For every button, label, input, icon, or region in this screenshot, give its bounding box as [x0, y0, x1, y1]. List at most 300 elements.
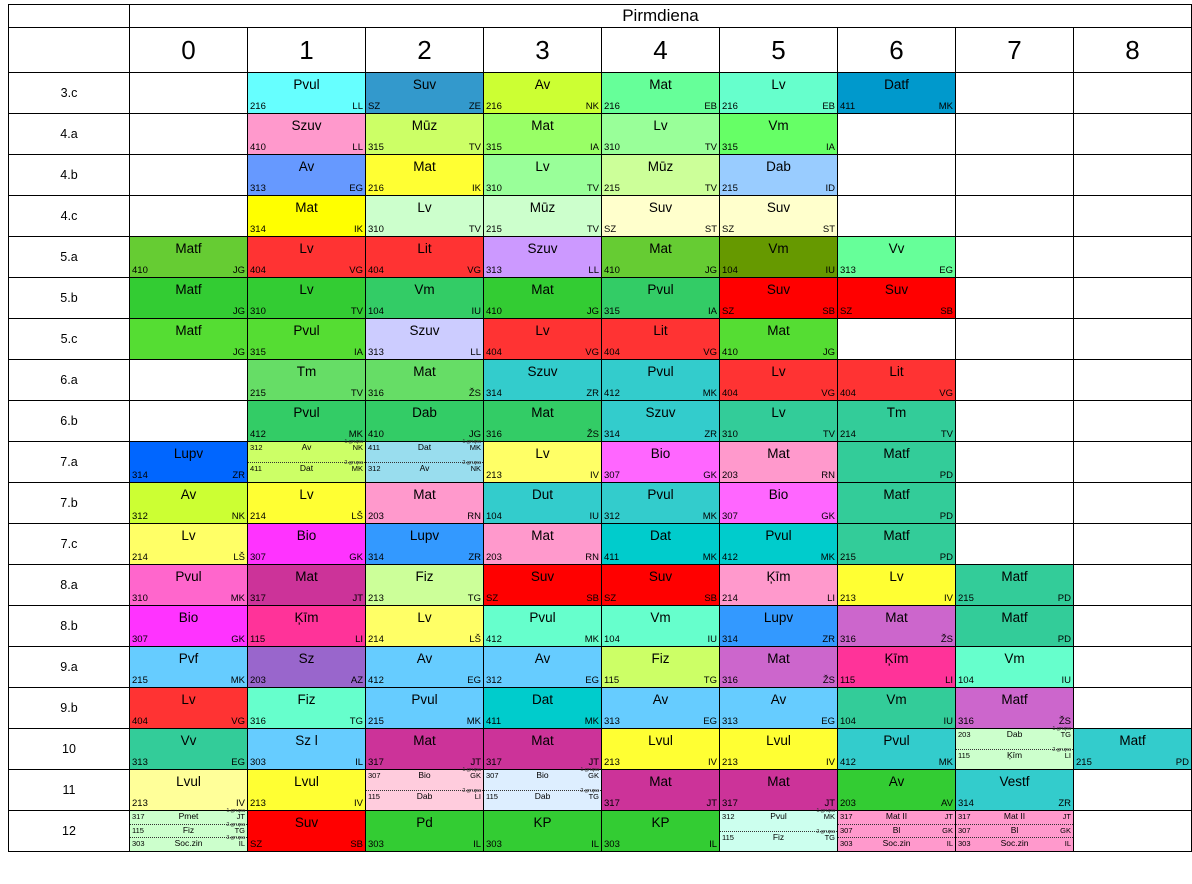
- lesson-subject: Mat: [767, 323, 790, 338]
- timetable-cell[interactable]: [130, 770, 248, 811]
- lesson-room: 314: [958, 798, 974, 809]
- timetable-cell[interactable]: [484, 237, 602, 278]
- lesson-teacher: JG: [586, 306, 599, 317]
- timetable-cell[interactable]: [130, 688, 248, 729]
- timetable-cell[interactable]: [720, 73, 838, 114]
- timetable-cell[interactable]: [130, 729, 248, 770]
- lesson-teacher: EG: [821, 716, 835, 727]
- timetable-cell-split[interactable]: [366, 439, 484, 483]
- timetable-cell[interactable]: [838, 606, 956, 647]
- timetable-cell[interactable]: [720, 606, 838, 647]
- timetable-cell[interactable]: [248, 196, 366, 237]
- timetable-cell[interactable]: [366, 278, 484, 319]
- timetable-cell[interactable]: [956, 688, 1074, 729]
- class-label: 10: [9, 729, 130, 770]
- day-header-row: [9, 5, 1192, 28]
- timetable-cell-empty: [838, 196, 956, 237]
- lesson-room: 314: [368, 552, 384, 563]
- timetable-cell[interactable]: [956, 565, 1074, 606]
- lesson-teacher: TG: [588, 791, 599, 801]
- lesson-subject: Lv: [535, 446, 550, 461]
- timetable-cell[interactable]: [602, 729, 720, 770]
- lesson-teacher: VG: [585, 347, 599, 358]
- lesson-subject: Ķīm: [294, 610, 319, 625]
- timetable-cell[interactable]: [366, 647, 484, 688]
- timetable-cell[interactable]: [602, 155, 720, 196]
- lesson-teacher: ST: [822, 224, 835, 235]
- lesson-room: 410: [486, 306, 502, 317]
- lesson-subject: Vm: [1004, 651, 1025, 666]
- timetable-cell[interactable]: [838, 688, 956, 729]
- timetable-cell-empty: [1074, 483, 1192, 524]
- lesson-teacher: TV: [468, 142, 481, 153]
- lesson-teacher: LI: [827, 593, 835, 604]
- timetable-cell[interactable]: [484, 729, 602, 770]
- timetable-cell[interactable]: [484, 401, 602, 442]
- lesson-group[interactable]: [956, 811, 1073, 825]
- timetable-cell[interactable]: [484, 606, 602, 647]
- lesson-group[interactable]: [720, 828, 837, 852]
- timetable-cell[interactable]: [602, 565, 720, 606]
- lesson-subject: Lvul: [648, 733, 673, 748]
- lesson-teacher: JT: [944, 812, 953, 821]
- lesson-teacher: ZR: [822, 634, 835, 645]
- timetable-cell[interactable]: [602, 237, 720, 278]
- lesson-subject: Matf: [883, 528, 910, 543]
- timetable-cell-empty: [1074, 524, 1192, 565]
- lesson-room: 313: [486, 265, 502, 276]
- timetable-cell[interactable]: [602, 319, 720, 360]
- lesson-subject: Mūz: [529, 200, 556, 215]
- timetable-cell[interactable]: [602, 811, 720, 852]
- timetable-cell[interactable]: [602, 524, 720, 565]
- timetable-cell[interactable]: [720, 688, 838, 729]
- timetable-cell[interactable]: [484, 196, 602, 237]
- lesson-teacher: IK: [354, 224, 363, 235]
- lesson-subject: Mat: [767, 446, 790, 461]
- timetable-cell[interactable]: [720, 483, 838, 524]
- lesson-room: 410: [132, 265, 148, 276]
- timetable-cell[interactable]: [720, 278, 838, 319]
- lesson-subject: Fiz: [297, 692, 316, 707]
- timetable-cell[interactable]: [602, 606, 720, 647]
- timetable-cell[interactable]: [838, 401, 956, 442]
- timetable-cell[interactable]: [484, 278, 602, 319]
- timetable-cell[interactable]: [366, 401, 484, 442]
- timetable-cell[interactable]: [720, 770, 838, 811]
- lesson-room: 412: [486, 634, 502, 645]
- lesson-room: 216: [250, 101, 266, 112]
- lesson-teacher: VG: [939, 388, 953, 399]
- lesson-subject: Lupv: [763, 610, 794, 625]
- timetable-cell[interactable]: [720, 196, 838, 237]
- timetable-cell[interactable]: [130, 319, 248, 360]
- lesson-subject: Pvul: [411, 692, 438, 707]
- lesson-subject: Matf: [1001, 692, 1028, 707]
- class-label: 4.b: [9, 155, 130, 196]
- lesson-teacher: LL: [352, 101, 363, 112]
- timetable-cell[interactable]: [366, 606, 484, 647]
- lesson-room: SZ: [722, 306, 735, 317]
- timetable-cell[interactable]: [484, 114, 602, 155]
- timetable-cell[interactable]: [130, 524, 248, 565]
- lesson-subject: Pvul: [883, 733, 910, 748]
- timetable-cell[interactable]: [248, 729, 366, 770]
- timetable-cell[interactable]: [248, 114, 366, 155]
- timetable-cell[interactable]: [602, 770, 720, 811]
- lesson-teacher: LI: [474, 791, 481, 801]
- table-row: [9, 196, 1192, 237]
- timetable-cell[interactable]: [484, 565, 602, 606]
- timetable-cell[interactable]: [366, 688, 484, 729]
- lesson-teacher: TV: [468, 224, 481, 235]
- class-label: 5.a: [9, 237, 130, 278]
- timetable-cell[interactable]: [248, 278, 366, 319]
- timetable-cell[interactable]: [838, 524, 956, 565]
- lesson-subject: Pvul: [293, 405, 320, 420]
- lesson-room: SZ: [840, 306, 853, 317]
- timetable-cell[interactable]: [602, 647, 720, 688]
- timetable-cell-empty: [1074, 770, 1192, 811]
- timetable-cell[interactable]: [602, 442, 720, 483]
- lesson-teacher: IK: [472, 183, 481, 194]
- lesson-subject: Szuv: [527, 364, 558, 379]
- lesson-subject: Matf: [175, 241, 202, 256]
- lesson-subject: Dut: [531, 487, 553, 502]
- lesson-group[interactable]: [956, 746, 1073, 770]
- timetable-cell[interactable]: [838, 360, 956, 401]
- class-label: 5.c: [9, 319, 130, 360]
- lesson-subject: Vm: [768, 118, 789, 133]
- timetable-cell[interactable]: [366, 319, 484, 360]
- timetable-cell[interactable]: [602, 483, 720, 524]
- lesson-teacher: MK: [702, 552, 717, 563]
- timetable-cell[interactable]: [602, 401, 720, 442]
- lesson-subject: Bl: [892, 824, 901, 835]
- timetable-cell[interactable]: [602, 688, 720, 729]
- lesson-group[interactable]: [838, 838, 955, 851]
- lesson-subject: KP: [533, 815, 552, 830]
- lesson-subject: Vm: [768, 241, 789, 256]
- lesson-group[interactable]: [956, 838, 1073, 851]
- timetable-cell[interactable]: [956, 647, 1074, 688]
- timetable-cell[interactable]: [484, 811, 602, 852]
- lesson-subject: Pvul: [647, 282, 674, 297]
- lesson-group[interactable]: [248, 459, 365, 483]
- table-row: [9, 114, 1192, 155]
- lesson-room: 213: [840, 593, 856, 604]
- lesson-group[interactable]: [484, 787, 601, 811]
- timetable-cell[interactable]: [720, 237, 838, 278]
- class-label: 8.b: [9, 606, 130, 647]
- timetable-cell[interactable]: [248, 770, 366, 811]
- lesson-group[interactable]: [366, 459, 483, 483]
- timetable-cell[interactable]: [602, 278, 720, 319]
- lesson-teacher: ZR: [232, 470, 245, 481]
- lesson-room: 216: [722, 101, 738, 112]
- lesson-teacher: MK: [351, 463, 363, 473]
- timetable-cell[interactable]: [602, 196, 720, 237]
- timetable-cell[interactable]: [130, 606, 248, 647]
- lesson-teacher: VG: [467, 265, 481, 276]
- table-row: [9, 319, 1192, 360]
- timetable-cell[interactable]: [838, 770, 956, 811]
- lesson-room: 104: [604, 634, 620, 645]
- lesson-teacher: NK: [585, 101, 599, 112]
- lesson-teacher: NK: [231, 511, 245, 522]
- timetable-cell[interactable]: [248, 319, 366, 360]
- timetable-cell-empty: [956, 155, 1074, 196]
- lesson-subject: Lv: [535, 323, 550, 338]
- lesson-teacher: GK: [231, 634, 245, 645]
- timetable-cell[interactable]: [248, 647, 366, 688]
- lesson-teacher: EB: [704, 101, 717, 112]
- table-row: [9, 401, 1192, 442]
- lesson-teacher: PD: [1175, 757, 1189, 768]
- lesson-subject: Lit: [417, 241, 432, 256]
- lesson-subject: Datf: [884, 77, 909, 92]
- timetable-cell[interactable]: [484, 688, 602, 729]
- timetable-cell[interactable]: [248, 606, 366, 647]
- lesson-teacher: TV: [822, 429, 835, 440]
- timetable-cell[interactable]: [720, 565, 838, 606]
- lesson-teacher: TV: [586, 183, 599, 194]
- lesson-room: 317: [840, 812, 853, 821]
- lesson-group[interactable]: [838, 825, 955, 839]
- lesson-subject: Lv: [771, 364, 786, 379]
- timetable-cell[interactable]: [130, 442, 248, 483]
- timetable-cell-split[interactable]: [838, 811, 956, 852]
- lesson-group[interactable]: [838, 811, 955, 825]
- timetable-cell[interactable]: [366, 196, 484, 237]
- timetable-cell[interactable]: [366, 73, 484, 114]
- timetable-cell[interactable]: [956, 770, 1074, 811]
- timetable-cell[interactable]: [720, 155, 838, 196]
- lesson-teacher: JT: [470, 757, 481, 768]
- lesson-group[interactable]: [366, 787, 483, 811]
- timetable-cell[interactable]: [720, 401, 838, 442]
- timetable-cell[interactable]: [366, 811, 484, 852]
- timetable-cell[interactable]: [130, 647, 248, 688]
- lesson-subject: Matf: [883, 446, 910, 461]
- lesson-subject: Lvul: [294, 774, 319, 789]
- timetable-cell-empty: [956, 319, 1074, 360]
- lesson-room: 313: [132, 757, 148, 768]
- lesson-teacher: IA: [708, 306, 717, 317]
- timetable-cell[interactable]: [248, 237, 366, 278]
- timetable-cell-empty: [1074, 647, 1192, 688]
- timetable-cell[interactable]: [366, 155, 484, 196]
- timetable-cell-split[interactable]: [956, 726, 1074, 770]
- lesson-teacher: EG: [585, 675, 599, 686]
- timetable-cell-empty: [1074, 565, 1192, 606]
- timetable-cell[interactable]: [366, 237, 484, 278]
- lesson-teacher: ŽS: [940, 634, 953, 645]
- lesson-teacher: IL: [709, 839, 717, 850]
- timetable-cell[interactable]: [248, 688, 366, 729]
- lesson-group[interactable]: [130, 835, 247, 851]
- lesson-teacher: GK: [821, 511, 835, 522]
- timetable-cell-split[interactable]: [956, 811, 1074, 852]
- timetable-cell[interactable]: [130, 565, 248, 606]
- timetable-cell[interactable]: [366, 729, 484, 770]
- lesson-group[interactable]: [956, 825, 1073, 839]
- lesson-teacher: LI: [355, 634, 363, 645]
- lesson-subject: Av: [416, 651, 433, 666]
- lesson-subject: Mat: [531, 405, 554, 420]
- timetable-cell[interactable]: [130, 483, 248, 524]
- lesson-subject: Dab: [1006, 729, 1023, 739]
- lesson-subject: Pvul: [647, 364, 674, 379]
- lesson-room: 313: [250, 183, 266, 194]
- timetable-cell[interactable]: [248, 565, 366, 606]
- timetable-cell[interactable]: [720, 729, 838, 770]
- table-row: [9, 73, 1192, 114]
- lesson-teacher: LŠ: [351, 511, 363, 522]
- timetable-cell-empty: [838, 155, 956, 196]
- lesson-subject: Vv: [180, 733, 197, 748]
- timetable-cell[interactable]: [248, 811, 366, 852]
- lesson-teacher: LL: [352, 142, 363, 153]
- timetable-cell[interactable]: [838, 278, 956, 319]
- lesson-room: 213: [486, 470, 502, 481]
- timetable-cell[interactable]: [956, 606, 1074, 647]
- timetable-cell[interactable]: [838, 565, 956, 606]
- lesson-teacher: IV: [590, 470, 599, 481]
- lesson-subject: Mat: [413, 159, 436, 174]
- lesson-teacher: NK: [352, 443, 363, 452]
- lesson-room: 104: [368, 306, 384, 317]
- timetable-cell[interactable]: [248, 73, 366, 114]
- lesson-teacher: TG: [824, 832, 835, 842]
- timetable-cell[interactable]: [366, 114, 484, 155]
- lesson-room: 215: [604, 183, 620, 194]
- lesson-room: 315: [368, 142, 384, 153]
- timetable-cell[interactable]: [484, 319, 602, 360]
- timetable-cell[interactable]: [720, 647, 838, 688]
- timetable-cell[interactable]: [130, 237, 248, 278]
- timetable-cell[interactable]: [248, 483, 366, 524]
- timetable-cell[interactable]: [366, 360, 484, 401]
- timetable-cell-split[interactable]: [130, 808, 248, 852]
- lesson-subject: Mat: [649, 774, 672, 789]
- lesson-teacher: MK: [469, 443, 481, 452]
- timetable-cell[interactable]: [1074, 729, 1192, 770]
- timetable-cell-empty: [956, 360, 1074, 401]
- timetable-cell[interactable]: [838, 647, 956, 688]
- timetable-cell-split[interactable]: [720, 808, 838, 852]
- lesson-subject: Bio: [650, 446, 671, 461]
- lesson-subject: Mat: [295, 569, 318, 584]
- lesson-subject: Matf: [175, 323, 202, 338]
- timetable-cell[interactable]: [602, 360, 720, 401]
- timetable-cell[interactable]: [720, 360, 838, 401]
- timetable-cell-split[interactable]: [248, 439, 366, 483]
- lesson-teacher: LŠ: [469, 634, 481, 645]
- lesson-teacher: VG: [703, 347, 717, 358]
- timetable-cell[interactable]: [720, 114, 838, 155]
- timetable-cell[interactable]: [484, 155, 602, 196]
- lesson-subject: Szuv: [645, 405, 676, 420]
- lesson-teacher: JG: [704, 265, 717, 276]
- timetable-cell[interactable]: [484, 73, 602, 114]
- timetable-cell[interactable]: [838, 442, 956, 483]
- lesson-room: 412: [840, 757, 856, 768]
- timetable-cell[interactable]: [602, 73, 720, 114]
- lesson-room: 404: [132, 716, 148, 727]
- lesson-subject: Vestf: [999, 774, 1030, 789]
- timetable-cell[interactable]: [366, 565, 484, 606]
- timetable-cell[interactable]: [838, 729, 956, 770]
- timetable-cell[interactable]: [720, 442, 838, 483]
- timetable-cell[interactable]: [130, 278, 248, 319]
- lesson-subject: Av: [534, 77, 551, 92]
- timetable-cell[interactable]: [366, 524, 484, 565]
- timetable-cell[interactable]: [602, 114, 720, 155]
- lesson-subject: Mat: [413, 487, 436, 502]
- lesson-room: 404: [840, 388, 856, 399]
- lesson-subject: Lv: [417, 610, 432, 625]
- timetable-cell[interactable]: [248, 401, 366, 442]
- timetable-cell[interactable]: [366, 483, 484, 524]
- timetable-cell-empty: [130, 360, 248, 401]
- timetable-cell-split[interactable]: [484, 767, 602, 811]
- lesson-subject: Dat: [531, 692, 553, 707]
- timetable-cell[interactable]: [484, 647, 602, 688]
- timetable-cell[interactable]: [248, 155, 366, 196]
- class-label: 5.b: [9, 278, 130, 319]
- timetable-cell[interactable]: [484, 442, 602, 483]
- lesson-room: 315: [486, 142, 502, 153]
- lesson-room: SZ: [486, 593, 499, 604]
- class-label: 12: [9, 811, 130, 852]
- lesson-room: 213: [250, 798, 266, 809]
- timetable-cell-empty: [1074, 278, 1192, 319]
- lesson-teacher: IU: [1061, 675, 1071, 686]
- timetable-cell[interactable]: [720, 319, 838, 360]
- timetable-cell[interactable]: [838, 483, 956, 524]
- lesson-room: 214: [250, 511, 266, 522]
- lesson-teacher: IU: [943, 716, 953, 727]
- timetable-cell[interactable]: [484, 483, 602, 524]
- timetable-cell[interactable]: [248, 524, 366, 565]
- lesson-subject: Tm: [886, 405, 907, 420]
- timetable-cell-empty: [1074, 688, 1192, 729]
- lesson-subject: Matf: [883, 487, 910, 502]
- timetable-cell[interactable]: [248, 360, 366, 401]
- lesson-subject: Mat: [649, 77, 672, 92]
- lesson-teacher: IL: [1064, 839, 1071, 849]
- timetable-cell-empty: [1074, 155, 1192, 196]
- timetable-cell[interactable]: [838, 73, 956, 114]
- lesson-room: 307: [368, 771, 381, 780]
- timetable-cell-split[interactable]: [366, 767, 484, 811]
- timetable-cell[interactable]: [720, 524, 838, 565]
- timetable-cell[interactable]: [484, 524, 602, 565]
- lesson-room: 303: [368, 839, 384, 850]
- lesson-teacher: TG: [234, 825, 245, 835]
- lesson-room: 310: [604, 142, 620, 153]
- lesson-subject: Lv: [299, 282, 314, 297]
- lesson-teacher: SB: [350, 839, 363, 850]
- timetable-cell-empty: [956, 401, 1074, 442]
- lesson-subject: Suv: [766, 200, 791, 215]
- timetable-cell[interactable]: [484, 360, 602, 401]
- lesson-subject: Av: [770, 692, 787, 707]
- timetable-cell[interactable]: [838, 237, 956, 278]
- table-row: [9, 606, 1192, 647]
- lesson-subject: Lv: [417, 200, 432, 215]
